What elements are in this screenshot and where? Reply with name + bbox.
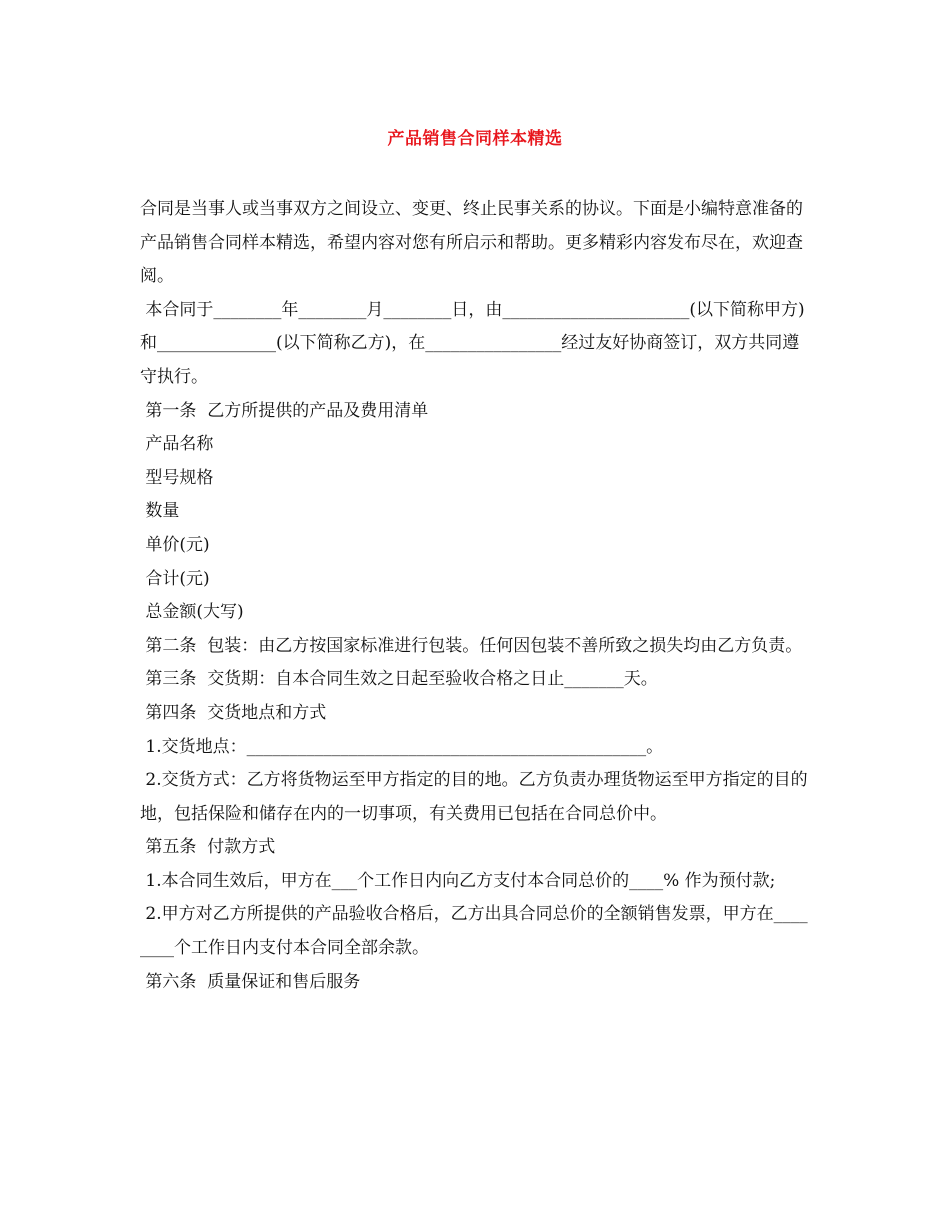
article-2-packaging: 第二条 包装：由乙方按国家标准进行包装。任何因包装不善所致之损失均由乙方负责。 (140, 635, 803, 656)
payment-clause-2: 2.甲方对乙方所提供的产品验收合格后，乙方出具合同总价的全额销售发票，甲方在________个工作日内支付本合同全部余款。 (140, 904, 808, 959)
delivery-location: 1.交货地点：_______________________________________________。 (140, 736, 664, 757)
list-item-unit-price: 单价(元) (140, 534, 210, 555)
document-body (140, 193, 816, 999)
article-5-heading: 第五条 付款方式 (140, 837, 276, 858)
list-item-model-spec: 型号规格 (140, 467, 214, 488)
article-1-heading: 第一条 乙方所提供的产品及费用清单 (140, 400, 429, 421)
article-4-heading: 第四条 交货地点和方式 (140, 702, 327, 723)
article-6-heading: 第六条 质量保证和售后服务 (140, 971, 361, 992)
intro-paragraph: 合同是当事人或当事双方之间设立、变更、终止民事关系的协议。下面是小编特意准备的产品销售合同样本精选，希望内容对您有所启示和帮助。更多精彩内容发布尽在，欢迎查阅。 (140, 199, 803, 287)
document-title: 产品销售合同样本精选 (387, 129, 563, 149)
contract-preamble: 本合同于________年________月________日，由______________________(以下简称甲方)和______________(以下简称乙方)，在________________经过友好协商签订，双方共同遵守执行。 (140, 299, 805, 387)
list-item-subtotal: 合计(元) (140, 568, 210, 589)
article-3-delivery-period: 第三条 交货期：自本合同生效之日起至验收合格之日止_______天。 (140, 669, 658, 690)
list-item-total-amount: 总金额(大写) (140, 602, 244, 623)
list-item-product-name: 产品名称 (140, 434, 214, 455)
delivery-method: 2.交货方式：乙方将货物运至甲方指定的目的地。乙方负责办理货物运至甲方指定的目的地，包括保险和储存在内的一切事项，有关费用已包括在合同总价中。 (140, 770, 808, 824)
payment-clause-1: 1.本合同生效后，甲方在___个工作日内向乙方支付本合同总价的____% 作为预付款; (140, 870, 776, 891)
list-item-quantity: 数量 (140, 501, 180, 522)
